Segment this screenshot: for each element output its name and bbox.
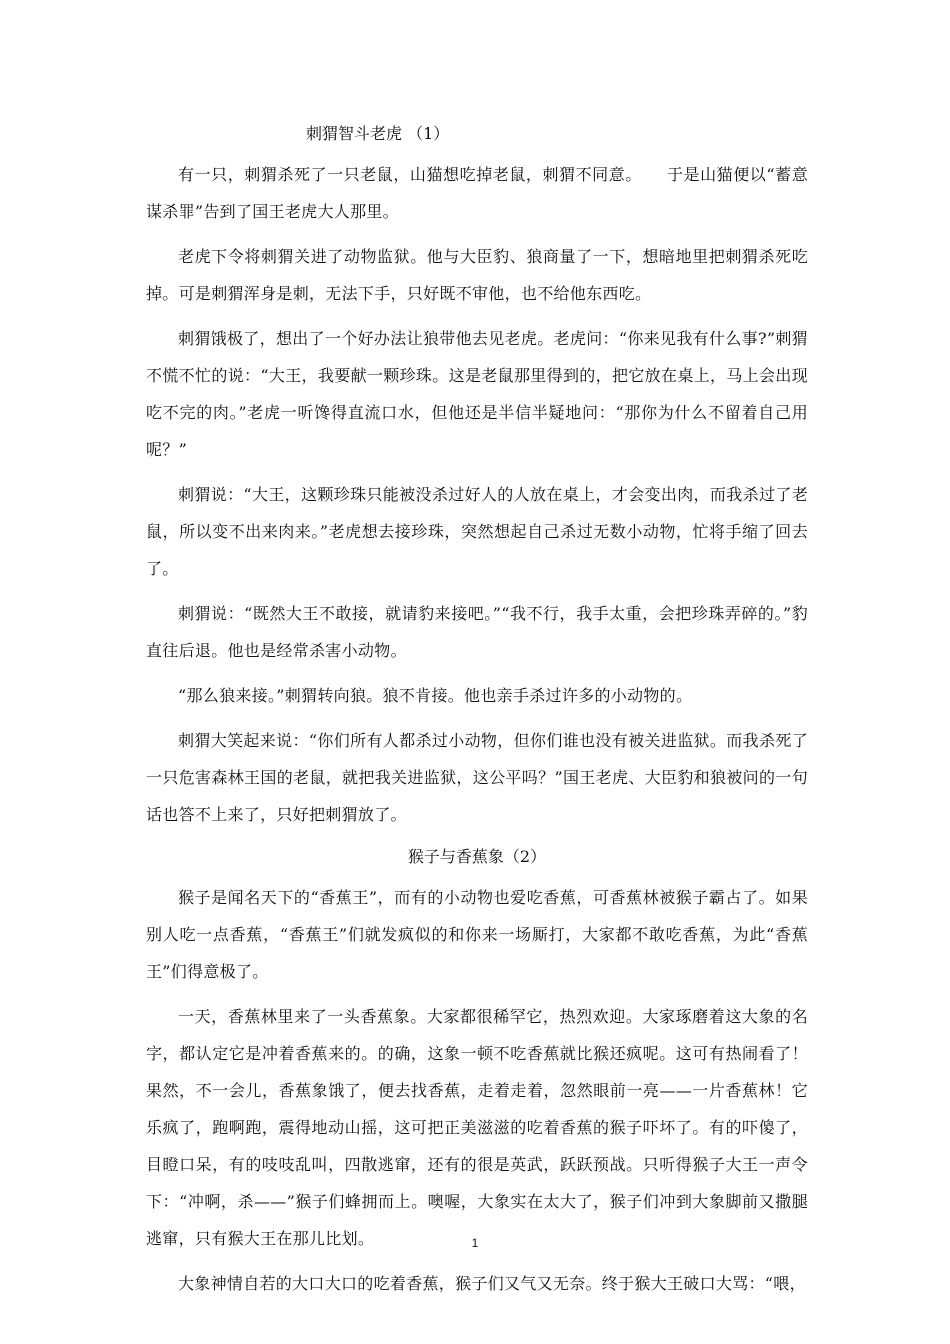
story-1-paragraph-7: 刺猬大笑起来说：“你们所有人都杀过小动物，但你们谁也没有被关进监狱。而我杀死了一只危害森林王国的老鼠，就把我关进监狱，这公平吗？”国王老虎、大臣豹和狼被问的一句话也答不上来了，只好把刺猬放了。 [146,731,808,824]
story-1-paragraph-3: 刺猬饿极了，想出了一个好办法让狼带他去见老虎。老虎问：“你来见我有什么事?”刺猬不慌不忙的说：“大王，我要献一颗珍珠。这是老鼠那里得到的，把它放在桌上，马上会出现吃不完的肉。”老虎一听馋得直流口水，但他还是半信半疑地问：“那你为什么不留着自己用呢？” [146,329,808,459]
story-1-paragraph-2: 老虎下令将刺猬关进了动物监狱。他与大臣豹、狼商量了一下，想暗地里把刺猬杀死吃掉。可是刺猬浑身是刺，无法下手，只好既不审他，也不给他东西吃。 [146,247,808,303]
document-body [146,118,808,1310]
page-number: 1 [471,1236,479,1250]
story-1-paragraph-1: 有一只，刺猬杀死了一只老鼠，山猫想吃掉老鼠，刺猬不同意。 于是山猫便以“蓄意谋杀罪”告到了国王老虎大人那里。 [146,165,808,221]
story-2-paragraph-2: 一天，香蕉林里来了一头香蕉象。大家都很稀罕它，热烈欢迎。大家琢磨着这大象的名字，都认定它是冲着香蕉来的。的确，这象一顿不吃香蕉就比猴还疯呢。这可有热闹看了！果然，不一会儿，香蕉象饿了，便去找香蕉，走着走着，忽然眼前一亮——一片香蕉林！它乐疯了，跑啊跑，震得地动山摇，这可把正美滋滋的吃着香蕉的猴子吓坏了。有的吓傻了，目瞪口呆，有的吱吱乱叫，四散逃窜，还有的很是英武，跃跃预战。只听得猴子大王一声令下：“冲啊，杀——”猴子们蜂拥而上。噢喔，大象实在太大了，猴子们冲到大象脚前又撒腿逃窜，只有猴大王在那儿比划。 [146,1007,808,1248]
story-1-title: 刺猬智斗老虎 （1） [306,124,450,143]
story-1-paragraph-6: “那么狼来接。”刺猬转向狼。狼不肯接。他也亲手杀过许多的小动物的。 [178,686,693,705]
story-2-paragraph-3: 大象神情自若的大口大口的吃着香蕉，猴子们又气又无奈。终于猴大王破口大骂：“喂， [178,1274,806,1293]
story-1-paragraph-4: 刺猬说：“大王，这颗珍珠只能被没杀过好人的人放在桌上，才会变出肉，而我杀过了老鼠，所以变不出来肉来。”老虎想去接珍珠，突然想起自己杀过无数小动物，忙将手缩了回去了。 [146,485,808,578]
story-1-paragraph-5: 刺猬说：“既然大王不敢接，就请豹来接吧。”“我不行，我手太重，会把珍珠弄碎的。”豹直往后退。他也是经常杀害小动物。 [146,604,808,660]
story-2-title: 猴子与香蕉象（2） [407,847,547,866]
story-2-paragraph-1: 猴子是闻名天下的“香蕉王”，而有的小动物也爱吃香蕉，可香蕉林被猴子霸占了。如果别人吃一点香蕉，“香蕉王”们就发疯似的和你来一场厮打，大家都不敢吃香蕉，为此“香蕉王”们得意极了。 [146,888,808,981]
